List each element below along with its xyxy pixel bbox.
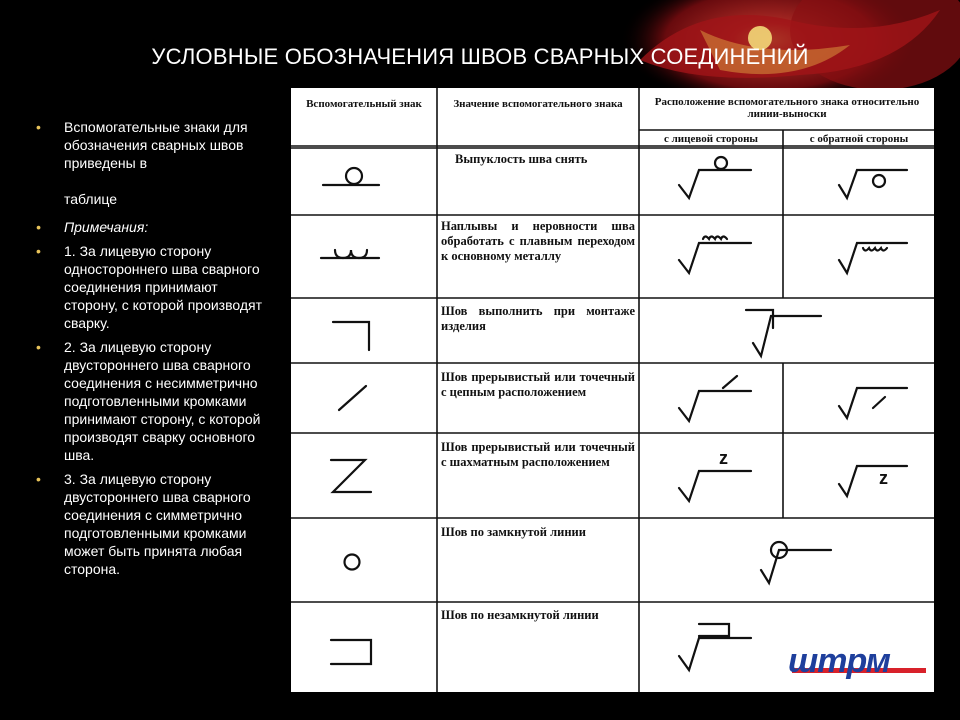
company-logo bbox=[788, 642, 930, 686]
row5-meaning: Шов прерывистый или точечный с шахматным расположением bbox=[441, 440, 635, 469]
letter-z-front: z bbox=[719, 448, 728, 468]
slide-title: УСЛОВНЫЕ ОБОЗНАЧЕНИЯ ШВОВ СВАРНЫХ СОЕДИНЕНИЙ bbox=[151, 44, 809, 69]
bullet-note-2: • 2. За лицевую сторону двустороннего шва сварного соединения с несимметрично подготовленными кромками принимают сторону, с которой производят сварку основного шва. bbox=[36, 338, 270, 464]
row1-meaning: Выпуклость шва снять bbox=[455, 152, 588, 166]
row3-meaning: Шов выполнить при монтаже изделия bbox=[441, 304, 635, 333]
header-col-meaning: Значение вспомогательного знака bbox=[453, 98, 623, 110]
row2-meaning: Наплывы и неровности шва обработать с плавным переходом к основному металлу bbox=[441, 219, 635, 263]
bullet-intro bbox=[36, 118, 270, 208]
header-col-location: Расположение вспомогательного знака относительно линии-выноски bbox=[654, 96, 920, 120]
header-col-back: с обратной стороны bbox=[809, 133, 909, 145]
sign-remove-convexity-icon bbox=[323, 168, 379, 185]
header-col-sign: Вспомогательный знак bbox=[306, 98, 422, 110]
bullet-intro-text-2: таблице bbox=[64, 191, 118, 207]
header-col-front: с лицевой стороны bbox=[664, 133, 758, 145]
row7-meaning: Шов по незамкнутой линии bbox=[441, 608, 599, 622]
bullet-intro-text: Вспомогательные знаки для обозначения сварных швов приведены в bbox=[64, 119, 248, 171]
bullet-notes-heading: • Примечания: bbox=[36, 218, 270, 236]
bullet-note-3: • 3. За лицевую сторону двустороннего шва сварного соединения с симметрично подготовленными кромками может быть принята любая сторона. bbox=[36, 470, 270, 578]
row4-meaning: Шов прерывистый или точечный с цепным расположением bbox=[441, 370, 635, 399]
row6-meaning: Шов по замкнутой линии bbox=[441, 525, 586, 539]
bullet-list bbox=[36, 118, 270, 584]
weld-symbols-table bbox=[291, 88, 934, 692]
bullet-note-1: • 1. За лицевую сторону одностороннего шва сварного соединения принимают сторону, с которой производят сварку. bbox=[36, 242, 270, 332]
letter-z-back: z bbox=[879, 468, 888, 488]
logo-text: штрм bbox=[788, 642, 890, 680]
